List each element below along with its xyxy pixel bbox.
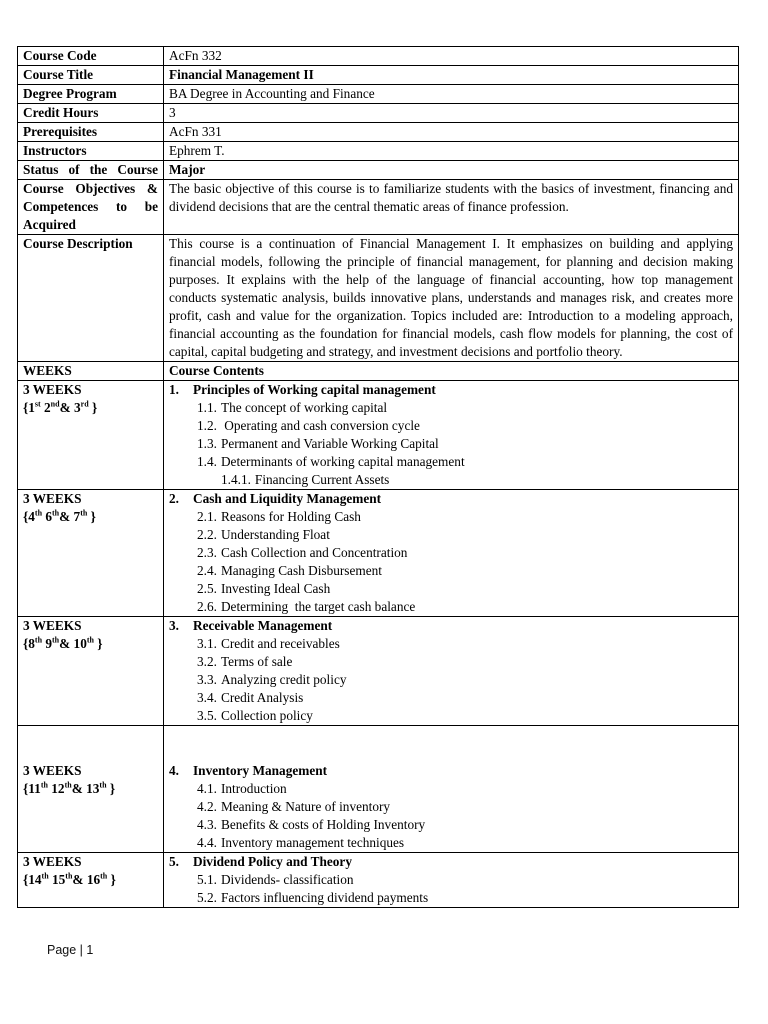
unit-row <box>18 726 739 853</box>
topic-number: 1.4. <box>197 454 217 469</box>
topic-item <box>169 798 733 816</box>
unit-title: Cash and Liquidity Management <box>193 491 382 506</box>
topic-text: Meaning & Nature of inventory <box>220 799 391 814</box>
label-instructors: Instructors <box>18 142 164 161</box>
weeks-label: 3 WEEKS <box>23 854 82 869</box>
topic-number: 2.1. <box>197 509 217 524</box>
topic-text: Benefits & costs of Holding Inventory <box>220 817 426 832</box>
week-ordinal-suffix: th <box>80 508 88 518</box>
unit-title: Principles of Working capital management <box>193 382 436 397</box>
week-number: 12 <box>51 781 65 796</box>
week-number: 2 <box>44 400 51 415</box>
topic-number: 2.2. <box>197 527 217 542</box>
unit-contents-cell <box>164 381 739 490</box>
row-status <box>18 161 739 180</box>
topic-text: Cash Collection and Concentration <box>220 545 408 560</box>
unit-number: 4. <box>169 763 179 778</box>
week-numbers: {8th 9th& 10th } <box>23 635 103 651</box>
value-degree-program: BA Degree in Accounting and Finance <box>164 85 739 104</box>
unit-row <box>18 617 739 726</box>
value-prerequisites: AcFn 331 <box>164 123 739 142</box>
unit-row <box>18 853 739 908</box>
topic-text: Investing Ideal Cash <box>220 581 331 596</box>
unit-weeks-cell <box>18 853 164 908</box>
week-numbers: {11th 12th& 13th } <box>23 780 116 796</box>
unit-title: Inventory Management <box>193 763 328 778</box>
label-status: Status of the Course <box>18 161 164 180</box>
value-description: This course is a continuation of Financial Management I. It emphasizes on building and applying financial models, following the principle of financial management, for planning and decision making purposes. It explains with the help of the language of financial accounting, how top management conducts systematic analysis, builds innovative plans, understands and manages risk, and creates more profit, cash and value for the organization. Topics included are: Introduction to a modeling approach, financial accounting as the foundation for financial models, cash flow models for planning, the cost of capital, capital budgeting and strategy, and investment decisions and portfolio theory. <box>164 235 739 362</box>
topic-text: Managing Cash Disbursement <box>220 563 382 578</box>
unit-heading <box>169 490 733 508</box>
topic-text: Introduction <box>220 781 287 796</box>
label-objectives: Course Objectives & Competences to be Acquired <box>18 180 164 235</box>
week-ordinal-suffix: th <box>64 780 72 790</box>
topic-text: Operating and cash conversion cycle <box>220 418 420 433</box>
blank-gap <box>23 726 158 762</box>
topic-item <box>169 780 733 798</box>
topic-item <box>169 816 733 834</box>
unit-contents-cell <box>164 853 739 908</box>
topic-item <box>169 417 733 435</box>
topic-number: 3.1. <box>197 636 217 651</box>
topic-text: Credit and receivables <box>220 636 340 651</box>
topic-item <box>169 526 733 544</box>
topic-item <box>169 544 733 562</box>
unit-weeks-cell <box>18 617 164 726</box>
topic-item <box>169 653 733 671</box>
week-ordinal-suffix: th <box>34 635 43 645</box>
row-credit-hours <box>18 104 739 123</box>
contents-column-header: Course Contents <box>164 362 739 381</box>
week-number: 6 <box>45 509 53 524</box>
unit-weeks-cell <box>18 490 164 617</box>
weeks-label: 3 WEEKS <box>23 618 82 633</box>
topic-text: Understanding Float <box>220 527 330 542</box>
topic-number: 3.2. <box>197 654 217 669</box>
week-number: 8 <box>28 636 35 651</box>
unit-heading <box>169 381 733 399</box>
unit-weeks-cell <box>18 726 164 853</box>
unit-number: 3. <box>169 618 179 633</box>
topic-item <box>169 435 733 453</box>
week-number: 10 <box>73 636 87 651</box>
topic-text: The concept of working capital <box>220 400 388 415</box>
topic-number: 1.4.1. <box>221 472 251 487</box>
unit-contents-cell <box>164 490 739 617</box>
unit-row <box>18 490 739 617</box>
label-credit-hours: Credit Hours <box>18 104 164 123</box>
topic-number: 2.6. <box>197 599 217 614</box>
unit-contents-cell <box>164 726 739 853</box>
topic-item <box>169 399 733 417</box>
row-course-title <box>18 66 739 85</box>
week-ordinal-suffix: th <box>40 780 48 790</box>
topic-text: Determining the target cash balance <box>220 599 416 614</box>
unit-weeks-cell <box>18 381 164 490</box>
topic-number: 1.2. <box>197 418 217 433</box>
topic-text: Credit Analysis <box>220 690 304 705</box>
week-number: 13 <box>86 781 100 796</box>
week-ordinal-suffix: th <box>65 871 73 881</box>
topic-item <box>169 834 733 852</box>
topic-item <box>169 508 733 526</box>
week-numbers: {1st 2nd& 3rd } <box>23 399 98 415</box>
topic-text: Dividends- classification <box>220 872 354 887</box>
weeks-column-header: WEEKS <box>18 362 164 381</box>
week-number: 11 <box>28 781 41 796</box>
row-description <box>18 235 739 362</box>
topic-text: Collection policy <box>220 708 313 723</box>
week-number: 15 <box>52 872 66 887</box>
value-instructors: Ephrem T. <box>164 142 739 161</box>
week-ordinal-suffix: th <box>41 871 49 881</box>
topic-number: 3.5. <box>197 708 217 723</box>
topic-text: Analyzing credit policy <box>220 672 347 687</box>
topic-text: Reasons for Holding Cash <box>220 509 361 524</box>
topic-item <box>169 580 733 598</box>
topic-number: 3.4. <box>197 690 217 705</box>
week-number: 14 <box>28 872 42 887</box>
topic-text: Financing Current Assets <box>254 472 390 487</box>
weeks-label: 3 WEEKS <box>23 382 82 397</box>
row-prerequisites <box>18 123 739 142</box>
unit-heading <box>169 617 733 635</box>
topic-text: Terms of sale <box>220 654 293 669</box>
topic-number: 5.1. <box>197 872 217 887</box>
week-ordinal-suffix: rd <box>80 399 89 409</box>
week-ordinal-suffix: th <box>86 635 94 645</box>
week-ordinal-suffix: nd <box>50 399 60 409</box>
row-objectives <box>18 180 739 235</box>
blank-gap <box>169 726 733 762</box>
week-numbers: {14th 15th& 16th } <box>23 871 116 887</box>
week-number: 7 <box>73 509 81 524</box>
week-ordinal-suffix: th <box>52 508 60 518</box>
topic-number: 4.4. <box>197 835 217 850</box>
course-syllabus-table <box>17 46 739 908</box>
row-degree-program <box>18 85 739 104</box>
topic-number: 2.4. <box>197 563 217 578</box>
week-number: 3 <box>73 400 81 415</box>
topic-number: 5.2. <box>197 890 217 905</box>
course-units <box>18 381 739 908</box>
topic-number: 4.1. <box>197 781 217 796</box>
page-footer: Page | 1 <box>47 943 94 957</box>
unit-heading <box>169 853 733 871</box>
topic-item <box>169 562 733 580</box>
week-ordinal-suffix: th <box>52 635 60 645</box>
week-ordinal-suffix: th <box>34 508 43 518</box>
weeks-label: 3 WEEKS <box>23 491 82 506</box>
unit-title: Dividend Policy and Theory <box>193 854 352 869</box>
label-course-title: Course Title <box>18 66 164 85</box>
topic-text: Permanent and Variable Working Capital <box>220 436 439 451</box>
topic-number: 1.3. <box>197 436 217 451</box>
value-course-title: Financial Management II <box>164 66 739 85</box>
label-description: Course Description <box>18 235 164 362</box>
topic-number: 4.2. <box>197 799 217 814</box>
topic-number: 4.3. <box>197 817 217 832</box>
topic-item <box>169 689 733 707</box>
unit-heading <box>169 762 733 780</box>
weeks-label: 3 WEEKS <box>23 763 82 778</box>
topic-item <box>169 889 733 907</box>
topic-item <box>169 598 733 616</box>
value-status: Major <box>164 161 739 180</box>
topic-item <box>169 707 733 725</box>
topic-number: 1.1. <box>197 400 217 415</box>
topic-item <box>169 671 733 689</box>
row-weeks-header <box>18 362 739 381</box>
topic-text: Determinants of working capital management <box>220 454 465 469</box>
row-course-code <box>18 47 739 66</box>
week-numbers: {4th 6th& 7th } <box>23 508 96 524</box>
week-number: 16 <box>86 872 101 887</box>
week-ordinal-suffix: th <box>100 871 108 881</box>
topic-text: Factors influencing dividend payments <box>220 890 429 905</box>
value-credit-hours: 3 <box>164 104 739 123</box>
label-course-code: Course Code <box>18 47 164 66</box>
value-course-code: AcFn 332 <box>164 47 739 66</box>
topic-text: Inventory management techniques <box>220 835 405 850</box>
unit-number: 2. <box>169 491 179 506</box>
topic-item <box>169 471 733 489</box>
topic-number: 2.3. <box>197 545 217 560</box>
topic-item <box>169 635 733 653</box>
topic-number: 2.5. <box>197 581 217 596</box>
week-number: 4 <box>28 509 35 524</box>
topic-item <box>169 871 733 889</box>
unit-title: Receivable Management <box>193 618 333 633</box>
label-prerequisites: Prerequisites <box>18 123 164 142</box>
week-ordinal-suffix: th <box>99 780 107 790</box>
topic-number: 3.3. <box>197 672 217 687</box>
unit-contents-cell <box>164 617 739 726</box>
row-instructors <box>18 142 739 161</box>
value-objectives: The basic objective of this course is to familiarize students with the basics of investment, financing and dividend decisions that are the central thematic areas of finance profession. <box>164 180 739 235</box>
week-number: 1 <box>28 400 35 415</box>
unit-number: 1. <box>169 382 179 397</box>
topic-item <box>169 453 733 471</box>
week-ordinal-suffix: st <box>34 399 41 409</box>
week-number: 9 <box>45 636 53 651</box>
unit-row <box>18 381 739 490</box>
unit-number: 5. <box>169 854 179 869</box>
label-degree-program: Degree Program <box>18 85 164 104</box>
